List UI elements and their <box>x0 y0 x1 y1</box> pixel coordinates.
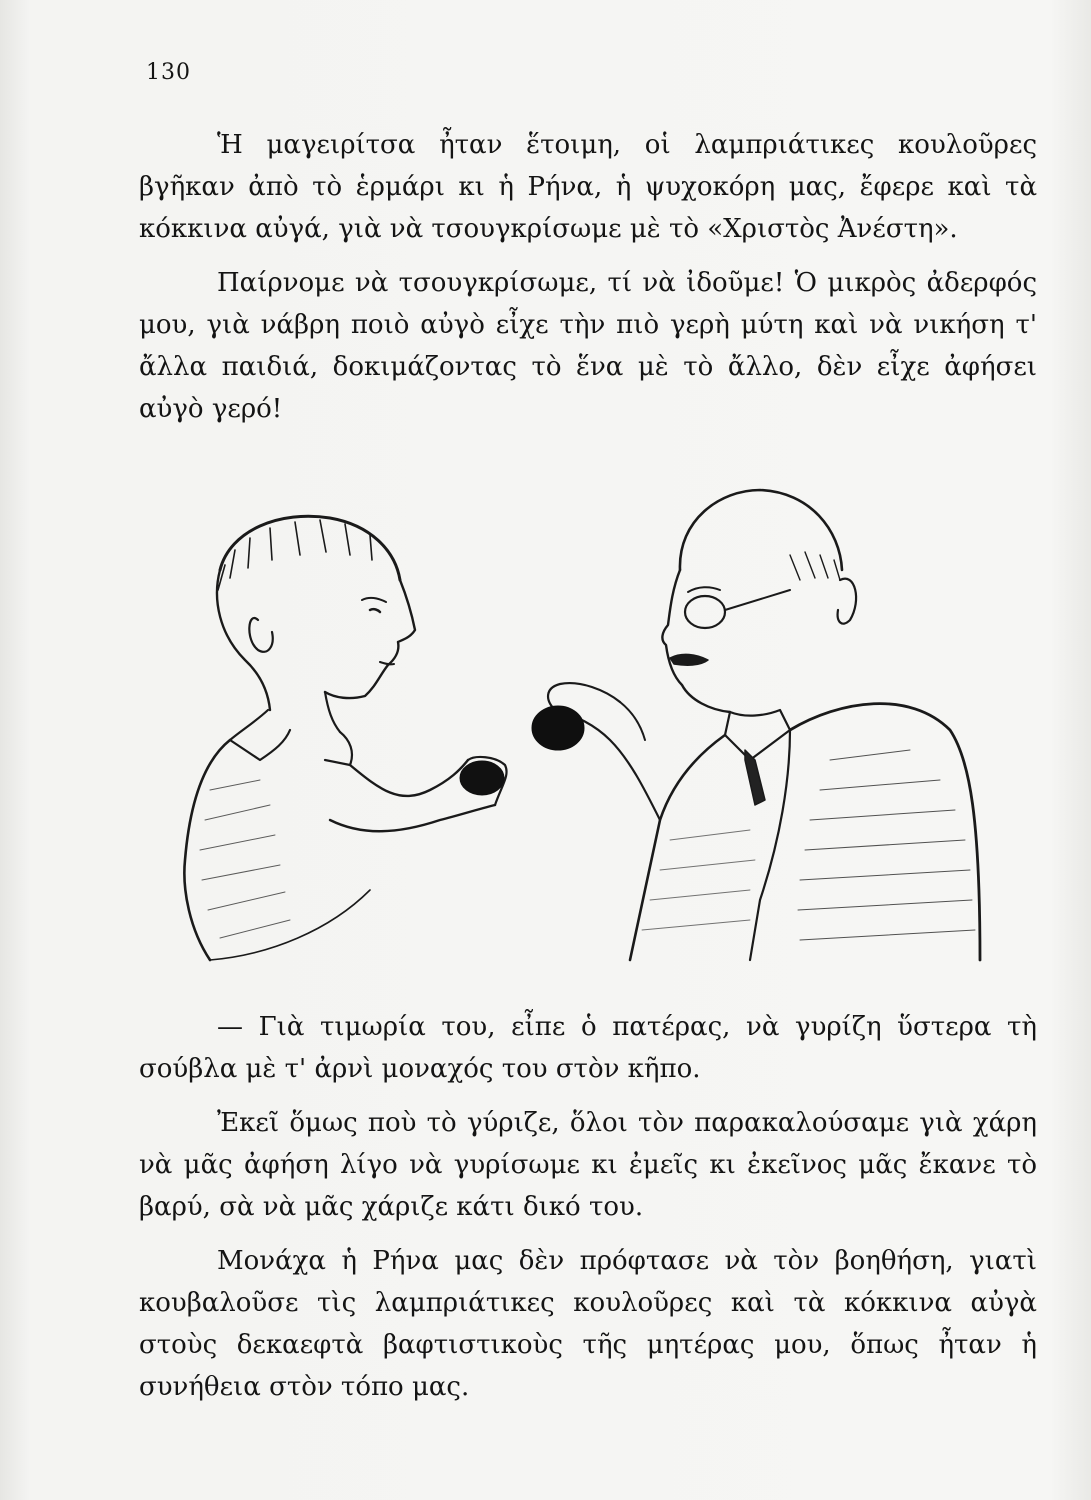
bottom-text-block <box>139 1006 1037 1408</box>
paragraph-rina: Μονάχα ἡ Ρήνα μας δὲν πρόφτασε νὰ τὸν βοηθήση, γιατὶ κουβαλοῦσε τὶς λαμπριάτικες κουλοῦρες καὶ τὰ κόκκινα αὐγὰ στοὺς δεκαεφτὰ βαφτιστικοὺς τῆς μητέρας μου, ὅπως ἦταν ἡ συνήθεια στὸν τόπο μας. <box>139 1246 1037 1402</box>
top-text-block <box>139 124 1037 430</box>
illustration-boy-and-father-cracking-eggs <box>150 460 990 980</box>
paragraph-turning-spit: Ἐκεῖ ὅμως ποὺ τὸ γύριζε, ὅλοι τὸν παρακαλούσαμε γιὰ χάρη νὰ μᾶς ἀφήση λίγο νὰ γυρίσωμε κι ἐμεῖς κι ἐκεῖνος μᾶς ἔκανε τὸ βαρύ, σὰ νὰ μᾶς χάριζε κάτι δικό του. <box>139 1108 1037 1222</box>
paragraph-punishment: — Γιὰ τιμωρία του, εἶπε ὁ πατέρας, νὰ γυρίζη ὕστερα τὴ σούβλα μὲ τ' ἀρνὶ μοναχός του στὸν κῆπο. <box>139 1012 1037 1084</box>
page-number: 130 <box>146 60 191 85</box>
boy-figure <box>184 516 506 960</box>
paragraph-easter-soup: Ἡ μαγειρίτσα ἦταν ἕτοιμη, οἱ λαμπριάτικες κουλοῦρες βγῆκαν ἀπὸ τὸ ἑρμάρι κι ἡ Ρήνα, ἡ ψυχοκόρη μας, ἔφερε καὶ τὰ κόκκινα αὐγά, γιὰ νὰ τσουγκρίσωμε μὲ τὸ «Χριστὸς Ἀνέστη». <box>139 130 1037 244</box>
paragraph-cracked-eggs: Παίρνομε νὰ τσουγκρίσωμε, τί νὰ ἰδοῦμε! Ὁ μικρὸς ἀδερφός μου, γιὰ νάβρη ποιὸ αὐγὸ εἶχε τὴν πιὸ γερὴ μύτη καὶ νὰ νικήση τ' ἄλλα παιδιά, δοκιμάζοντας τὸ ἕνα μὲ τὸ ἄλλο, δὲν εἶχε ἀφήσει αὐγὸ γερό! <box>139 268 1037 424</box>
father-figure <box>532 490 980 960</box>
